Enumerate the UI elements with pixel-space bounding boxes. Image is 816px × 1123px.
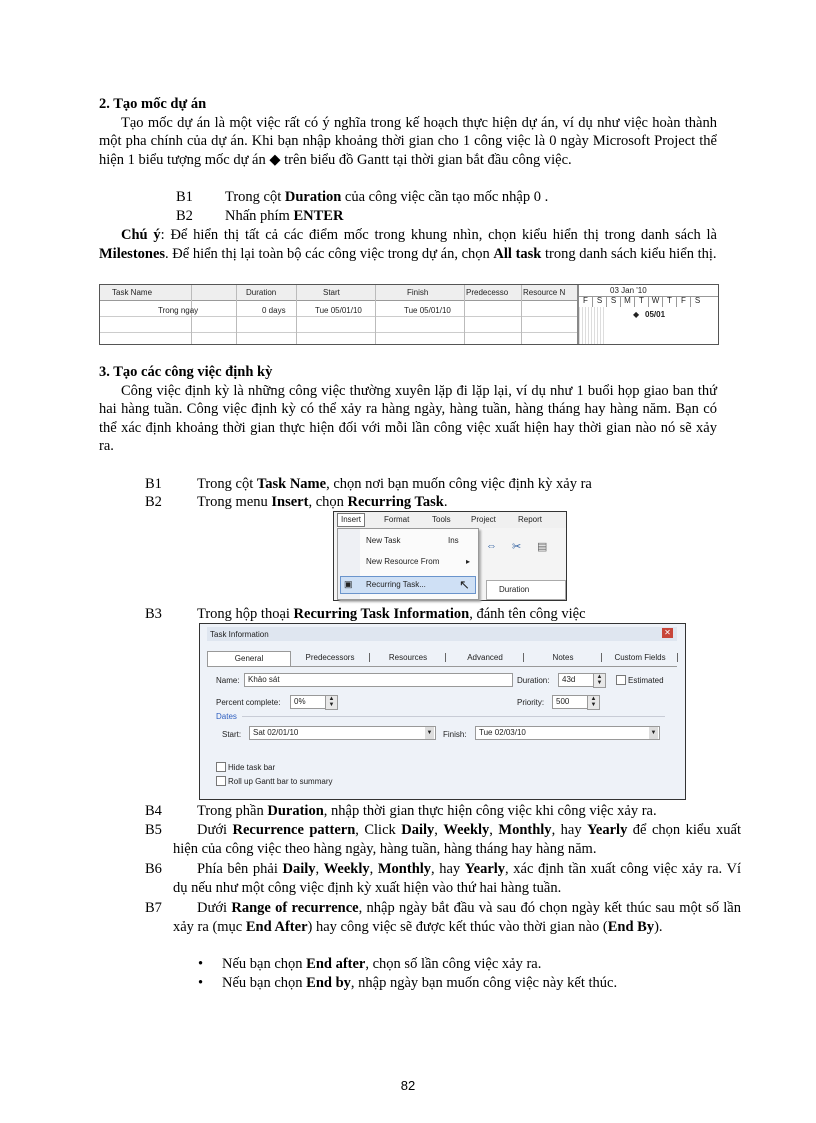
col-duration[interactable]: Duration: [246, 288, 277, 297]
link-icon[interactable]: ⇔: [486, 540, 497, 552]
s3-step-b4: B4 Trong phần Duration, nhập thời gian thực hiện công việc khi công việc xảy ra.: [145, 803, 657, 819]
unlink-icon[interactable]: ✂: [512, 541, 522, 553]
bullet-icon: •: [198, 975, 204, 991]
list-item: • Nếu bạn chọn End by, nhập ngày bạn muốn công việc này kết thúc.: [198, 975, 618, 991]
start-date-select[interactable]: Sat 02/01/10 ▼: [249, 726, 436, 740]
finish-label: Finish:: [443, 730, 467, 739]
tab-predecessors[interactable]: Predecessors: [291, 653, 370, 662]
menu-item-new-task[interactable]: New Task Ins: [366, 536, 459, 545]
start-label: Start:: [222, 730, 242, 739]
close-icon[interactable]: ✕: [662, 628, 673, 638]
section-2: [99, 95, 717, 169]
hide-task-bar-checkbox[interactable]: [216, 762, 226, 772]
menu-report[interactable]: Report: [518, 515, 543, 524]
menu-item-recurring-task[interactable]: ▣ Recurring Task... ↖: [340, 576, 476, 594]
section-2-paragraph: Tạo mốc dự án là một việc rất có ý nghĩa trong kế hoạch thực hiện dự án, ví dụ như việc hoàn thành một pha chính của dự án. Khi bạn nhập khoảng thời gian cho 1 công việc là 0 ngày Microsoft Project thể hiện 1 biểu tượng mốc dự án ◆ trên biểu đồ Gantt tại thời gian bắt đầu công việc.: [99, 114, 717, 168]
gantt-header-row: [100, 285, 577, 301]
dialog-tabs: [207, 651, 677, 667]
bullet-icon: •: [198, 956, 204, 972]
s3-step-b1: B1 Trong cột Task Name, chọn nơi bạn muốn công việc định kỳ xảy ra: [145, 476, 592, 492]
insert-dropdown: [337, 528, 479, 600]
col-finish[interactable]: Finish: [407, 288, 429, 297]
s2-note: Chú ý: Để hiển thị tất cả các điểm mốc trong khung nhìn, chọn kiểu hiển thị trong danh sách là Milestones. Để hiển thị lại toàn bộ các công việc trong dự án, chọn All task trong danh sách kiểu hiển thị.: [99, 227, 717, 262]
s3-step-b5: B5 Dưới Recurrence pattern, Click Daily, Weekly, Monthly, hay Yearly để chọn kiểu xuất hiện của công việc theo hàng ngày, hàng tuần, hàng tháng hay hàng năm.: [145, 822, 741, 857]
hide-task-bar-label: Hide task bar: [228, 763, 276, 772]
priority-spinner[interactable]: ▲ ▼: [587, 695, 600, 710]
tab-resources[interactable]: Resources: [371, 653, 446, 662]
duration-spinner[interactable]: ▲ ▼: [593, 673, 606, 688]
insert-menu-screenshot: [333, 511, 567, 601]
chevron-down-icon[interactable]: ▼: [425, 727, 434, 739]
cell-start[interactable]: Tue 05/01/10: [315, 306, 362, 315]
col-resource-names[interactable]: Resource N: [523, 288, 566, 297]
col-task-name[interactable]: Task Name: [112, 288, 153, 297]
duration-column-header[interactable]: Duration: [486, 580, 566, 600]
section-3: [99, 363, 717, 456]
s2-step-b1: B1 Trong cột Duration của công việc cần tạo mốc nhập 0 .: [176, 189, 549, 205]
s3-step-b3: B3 Trong hộp thoại Recurring Task Information, đánh tên công việc: [145, 606, 586, 622]
chevron-down-icon[interactable]: ▼: [649, 727, 658, 739]
tab-advanced[interactable]: Advanced: [447, 653, 524, 662]
dialog-titlebar: [207, 627, 677, 641]
rollup-checkbox[interactable]: [216, 776, 226, 786]
name-label: Name:: [216, 676, 240, 685]
milestone-diamond-icon: ◆: [269, 151, 281, 168]
page-number: 82: [400, 1078, 416, 1093]
cell-task-name[interactable]: Trong ngay: [158, 306, 199, 315]
priority-label: Priority:: [517, 698, 545, 707]
recurring-task-icon: ▣: [344, 579, 353, 589]
menu-item-new-resource-from[interactable]: New Resource From ▸: [366, 557, 471, 566]
s2-step-b2: B2 Nhấn phím ENTER: [176, 208, 344, 224]
menu-format[interactable]: Format: [384, 515, 410, 524]
task-information-dialog: [199, 623, 686, 800]
percent-complete-label: Percent complete:: [216, 698, 281, 707]
list-item: • Nếu bạn chọn End after, chọn số lần công việc xảy ra.: [198, 956, 542, 972]
duration-label: Duration:: [517, 676, 550, 685]
col-predecessors[interactable]: Predecesso: [466, 288, 509, 297]
priority-input[interactable]: 500: [552, 695, 588, 709]
name-input[interactable]: Khảo sát: [244, 673, 513, 687]
section-3-paragraph: Công việc định kỳ là những công việc thường xuyên lặp đi lặp lại, ví dụ như 1 buổi họp giao ban thứ hai hàng tuần. Công việc định kỳ có thể xảy ra hàng ngày, hàng tuần, hàng tháng hay hàng năm. Bạn có thể xác định khoảng thời gian thực hiện đối với mỗi lần công việc xuất hiện hay thời gian nào nó sẽ xảy ra.: [99, 382, 717, 455]
s3-step-b2: B2 Trong menu Insert, chọn Recurring Task.: [145, 494, 448, 510]
section-2-heading: 2. Tạo mốc dự án: [99, 96, 207, 112]
dialog-title: Task Information: [210, 630, 269, 639]
estimated-label: Estimated: [628, 676, 664, 685]
menu-project[interactable]: Project: [471, 515, 496, 524]
s3-step-b7: B7 Dưới Range of recurrence, nhập ngày bắt đầu và sau đó chọn ngày kết thúc sau một số lần xảy ra (mục End After) hay công việc sẽ được kết thúc vào thời gian nào (End By).: [145, 900, 741, 935]
s3-step-b6: B6 Phía bên phải Daily, Weekly, Monthly, hay Yearly, xác định tần xuất công việc xảy ra. Ví dụ nếu như một công việc định kỳ xuất hiện vào thứ hai hàng tuần.: [145, 861, 741, 896]
mouse-cursor-icon: ↖: [459, 577, 470, 592]
task-info-icon[interactable]: ▤: [537, 541, 548, 553]
gantt-chart: [579, 285, 718, 344]
menu-tools[interactable]: Tools: [432, 515, 451, 524]
tab-custom-fields[interactable]: Custom Fields: [603, 653, 678, 662]
finish-date-select[interactable]: Tue 02/03/10 ▼: [475, 726, 660, 740]
percent-spinner[interactable]: ▲ ▼: [325, 695, 338, 710]
menu-bar: [334, 512, 566, 528]
cell-duration[interactable]: 0 days: [262, 306, 286, 315]
tab-notes[interactable]: Notes: [525, 653, 602, 662]
milestone-label: 05/01: [645, 310, 666, 319]
table-row[interactable]: [100, 303, 577, 318]
dates-group-label: Dates: [216, 712, 237, 721]
estimated-checkbox[interactable]: [616, 675, 626, 685]
tab-general[interactable]: General: [207, 651, 291, 666]
rollup-label: Roll up Gantt bar to summary: [228, 777, 333, 786]
duration-input[interactable]: 43d: [558, 673, 594, 687]
cell-finish[interactable]: Tue 05/01/10: [404, 306, 451, 315]
timescale-week: 03 Jan '10: [610, 286, 647, 295]
percent-complete-input[interactable]: 0%: [290, 695, 326, 709]
section-3-heading: 3. Tạo các công việc định kỳ: [99, 364, 273, 380]
col-start[interactable]: Start: [323, 288, 340, 297]
milestone-icon[interactable]: ◆: [633, 310, 640, 319]
gantt-screenshot: [99, 284, 719, 345]
menu-insert[interactable]: Insert: [337, 513, 365, 527]
timescale-days: F S S M T W T F S: [579, 296, 718, 307]
